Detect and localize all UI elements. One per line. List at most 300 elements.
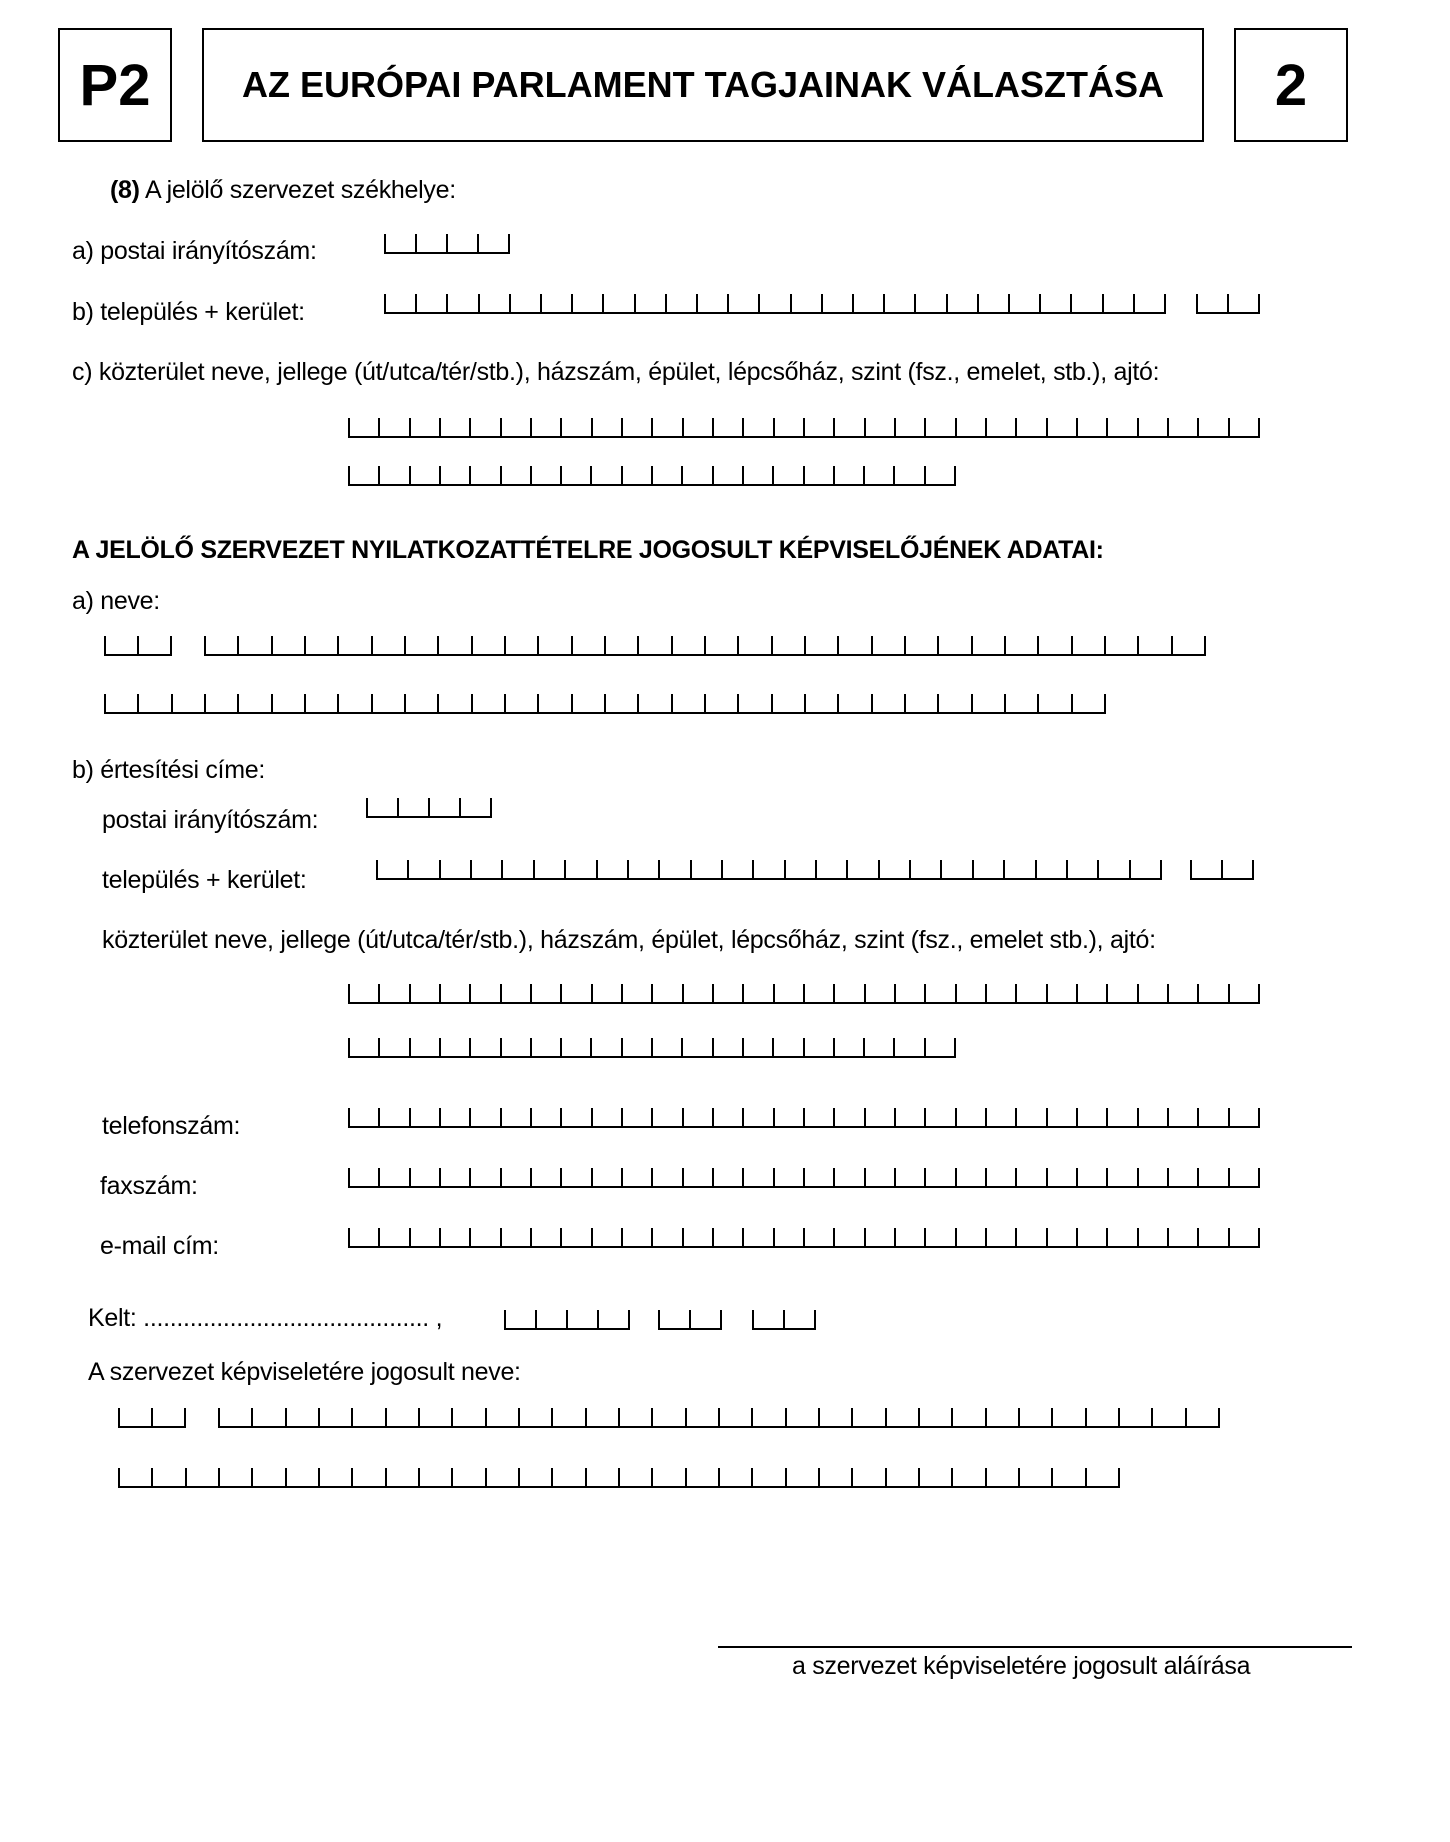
rep-name-label: a) neve: [72, 587, 160, 615]
date-day-field[interactable] [752, 1312, 816, 1330]
cell-divider [751, 1468, 753, 1486]
cell-divider [409, 1168, 411, 1186]
cell-divider [1167, 984, 1169, 1002]
cell-divider [985, 1108, 987, 1126]
cell-divider [604, 694, 606, 712]
cell-divider [1129, 860, 1131, 878]
cell-divider [771, 694, 773, 712]
cell-divider [560, 418, 562, 436]
cell-divider [1167, 1108, 1169, 1126]
cell-divider [590, 1038, 592, 1056]
cell-divider [585, 1408, 587, 1426]
date-month-field[interactable] [658, 1312, 722, 1330]
cell-divider [1106, 1228, 1108, 1246]
cell-divider [864, 1108, 866, 1126]
authorized-name-title-field[interactable] [118, 1410, 186, 1428]
cell-divider [451, 1468, 453, 1486]
cell-divider [682, 1168, 684, 1186]
rep-postal-code-field[interactable] [366, 800, 492, 818]
page-number: 2 [1274, 52, 1308, 118]
form-code-box [58, 28, 172, 142]
cell-divider [803, 984, 805, 1002]
cell-divider [946, 294, 948, 312]
seat-district-field[interactable] [1196, 296, 1260, 314]
cell-divider [758, 294, 760, 312]
cell-divider [1118, 1468, 1120, 1486]
cell-divider [1197, 984, 1199, 1002]
cell-divider [137, 636, 139, 654]
seat-street-field-2[interactable] [348, 468, 956, 486]
authorized-name-field-2[interactable] [118, 1470, 1120, 1488]
cell-divider [1228, 1108, 1230, 1126]
seat-number: (8) [110, 176, 140, 204]
cell-divider [1106, 984, 1108, 1002]
cell-divider [1167, 1228, 1169, 1246]
cell-divider [852, 294, 854, 312]
cell-divider [894, 1168, 896, 1186]
cell-divider [560, 1168, 562, 1186]
cell-divider [846, 860, 848, 878]
cell-divider [924, 1168, 926, 1186]
cell-divider [439, 984, 441, 1002]
cell-divider [621, 466, 623, 484]
cell-divider [348, 1038, 350, 1056]
cell-divider [621, 418, 623, 436]
cell-divider [1137, 984, 1139, 1002]
cell-divider [671, 694, 673, 712]
cell-divider [471, 636, 473, 654]
cell-divider [651, 466, 653, 484]
cell-divider [1228, 418, 1230, 436]
cell-divider [591, 418, 593, 436]
cell-divider [742, 984, 744, 1002]
cell-divider [1037, 694, 1039, 712]
cell-divider [384, 234, 386, 252]
cell-divider [621, 1038, 623, 1056]
cell-divider [1106, 1108, 1108, 1126]
cell-divider [530, 466, 532, 484]
cell-divider [955, 984, 957, 1002]
cell-divider [821, 294, 823, 312]
cell-divider [366, 798, 368, 816]
cell-divider [378, 1108, 380, 1126]
cell-divider [681, 1038, 683, 1056]
cell-divider [940, 860, 942, 878]
cell-divider [537, 694, 539, 712]
cell-divider [658, 860, 660, 878]
cell-divider [1035, 860, 1037, 878]
cell-divider [1137, 1228, 1139, 1246]
cell-divider [451, 1408, 453, 1426]
cell-divider [118, 1408, 120, 1426]
rep-postal-label: postai irányítószám: [102, 806, 319, 834]
cell-divider [285, 1468, 287, 1486]
cell-divider [1151, 1408, 1153, 1426]
date-year-field[interactable] [504, 1312, 630, 1330]
cell-divider [985, 1228, 987, 1246]
cell-divider [977, 294, 979, 312]
cell-divider [651, 1228, 653, 1246]
cell-divider [218, 1408, 220, 1426]
cell-divider [682, 984, 684, 1002]
cell-divider [863, 1038, 865, 1056]
cell-divider [772, 1038, 774, 1056]
cell-divider [727, 294, 729, 312]
cell-divider [803, 1108, 805, 1126]
cell-divider [251, 1408, 253, 1426]
seat-postal-code-field[interactable] [384, 236, 510, 254]
cell-divider [1227, 294, 1229, 312]
cell-divider [304, 636, 306, 654]
cell-divider [690, 860, 692, 878]
cell-divider [418, 1408, 420, 1426]
cell-divider [971, 694, 973, 712]
cell-divider [428, 798, 430, 816]
rep-email-field[interactable] [348, 1230, 1260, 1248]
cell-divider [1070, 294, 1072, 312]
cell-divider [518, 1408, 520, 1426]
cell-divider [530, 1108, 532, 1126]
cell-divider [737, 636, 739, 654]
cell-divider [773, 418, 775, 436]
cell-divider [712, 1038, 714, 1056]
cell-divider [378, 984, 380, 1002]
cell-divider [1197, 1228, 1199, 1246]
cell-divider [909, 860, 911, 878]
cell-divider [1252, 860, 1254, 878]
cell-divider [894, 1108, 896, 1126]
cell-divider [1137, 1168, 1139, 1186]
cell-divider [409, 984, 411, 1002]
cell-divider [1046, 984, 1048, 1002]
cell-divider [712, 984, 714, 1002]
cell-divider [864, 1228, 866, 1246]
cell-divider [851, 1408, 853, 1426]
signature-line[interactable] [718, 1646, 1352, 1648]
cell-divider [500, 418, 502, 436]
cell-divider [1258, 1168, 1260, 1186]
cell-divider [1104, 694, 1106, 712]
cell-divider [803, 1228, 805, 1246]
cell-divider [439, 466, 441, 484]
cell-divider [924, 1038, 926, 1056]
date-label: Kelt: ........................................... , [88, 1304, 443, 1332]
cell-divider [485, 1408, 487, 1426]
rep-district-field[interactable] [1190, 862, 1254, 880]
cell-divider [618, 1408, 620, 1426]
cell-divider [348, 418, 350, 436]
cell-divider [751, 1408, 753, 1426]
cell-divider [1137, 636, 1139, 654]
cell-divider [371, 636, 373, 654]
seat-street-field-1[interactable] [348, 420, 1260, 438]
rep-name-title-field[interactable] [104, 638, 172, 656]
cell-divider [863, 466, 865, 484]
cell-divider [742, 418, 744, 436]
cell-divider [924, 1228, 926, 1246]
cell-divider [924, 984, 926, 1002]
cell-divider [803, 466, 805, 484]
title-box [202, 28, 1204, 142]
cell-divider [924, 418, 926, 436]
cell-divider [439, 1228, 441, 1246]
cell-divider [712, 1108, 714, 1126]
cell-divider [1004, 694, 1006, 712]
cell-divider [1003, 860, 1005, 878]
cell-divider [348, 1108, 350, 1126]
cell-divider [500, 984, 502, 1002]
cell-divider [955, 1168, 957, 1186]
cell-divider [551, 1408, 553, 1426]
cell-divider [439, 860, 441, 878]
page-number-box [1234, 28, 1348, 142]
cell-divider [742, 1038, 744, 1056]
cell-divider [1018, 1468, 1020, 1486]
cell-divider [972, 860, 974, 878]
cell-divider [894, 418, 896, 436]
cell-divider [378, 466, 380, 484]
cell-divider [712, 1228, 714, 1246]
cell-divider [1046, 418, 1048, 436]
cell-divider [204, 694, 206, 712]
cell-divider [814, 1310, 816, 1328]
cell-divider [604, 636, 606, 654]
cell-divider [1085, 1408, 1087, 1426]
rep-email-label: e-mail cím: [100, 1232, 219, 1260]
cell-divider [459, 798, 461, 816]
cell-divider [851, 1468, 853, 1486]
cell-divider [1228, 984, 1230, 1002]
cell-divider [204, 636, 206, 654]
cell-divider [904, 636, 906, 654]
cell-divider [271, 694, 273, 712]
cell-divider [596, 860, 598, 878]
cell-divider [409, 1038, 411, 1056]
cell-divider [885, 1468, 887, 1486]
cell-divider [560, 1228, 562, 1246]
cell-divider [439, 1168, 441, 1186]
cell-divider [937, 636, 939, 654]
cell-divider [471, 694, 473, 712]
cell-divider [591, 1168, 593, 1186]
cell-divider [803, 418, 805, 436]
cell-divider [804, 694, 806, 712]
rep-street-field-2[interactable] [348, 1040, 956, 1058]
cell-divider [384, 294, 386, 312]
cell-divider [712, 466, 714, 484]
cell-divider [469, 984, 471, 1002]
rep-phone-field[interactable] [348, 1110, 1260, 1128]
cell-divider [504, 636, 506, 654]
cell-divider [985, 1408, 987, 1426]
cell-divider [985, 1168, 987, 1186]
cell-divider [833, 1108, 835, 1126]
cell-divider [500, 1038, 502, 1056]
cell-divider [894, 984, 896, 1002]
cell-divider [1258, 1228, 1260, 1246]
cell-divider [951, 1408, 953, 1426]
authorized-name-field-1[interactable] [218, 1410, 1220, 1428]
cell-divider [618, 1468, 620, 1486]
cell-divider [437, 636, 439, 654]
cell-divider [469, 418, 471, 436]
cell-divider [833, 418, 835, 436]
cell-divider [560, 984, 562, 1002]
cell-divider [439, 1038, 441, 1056]
seat-heading-text: A jelölő szervezet székhelye: [144, 176, 456, 204]
cell-divider [818, 1468, 820, 1486]
cell-divider [871, 694, 873, 712]
cell-divider [914, 294, 916, 312]
rep-address-label: b) értesítési címe: [72, 756, 265, 784]
cell-divider [784, 860, 786, 878]
cell-divider [218, 1468, 220, 1486]
page-title: AZ EURÓPAI PARLAMENT TAGJAINAK VÁLASZTÁSA [242, 64, 1164, 105]
cell-divider [893, 1038, 895, 1056]
cell-divider [1051, 1468, 1053, 1486]
cell-divider [627, 860, 629, 878]
cell-divider [628, 1310, 630, 1328]
rep-name-field-1[interactable] [204, 638, 1206, 656]
cell-divider [351, 1408, 353, 1426]
cell-divider [1004, 636, 1006, 654]
rep-settlement-field[interactable] [376, 862, 1162, 880]
cell-divider [171, 694, 173, 712]
cell-divider [864, 1168, 866, 1186]
cell-divider [348, 984, 350, 1002]
cell-divider [803, 1168, 805, 1186]
cell-divider [1164, 294, 1166, 312]
cell-divider [1228, 1168, 1230, 1186]
cell-divider [533, 860, 535, 878]
form-code: P2 [79, 52, 151, 118]
rep-fax-field[interactable] [348, 1170, 1260, 1188]
cell-divider [954, 466, 956, 484]
cell-divider [1046, 1108, 1048, 1126]
cell-divider [1076, 1168, 1078, 1186]
cell-divider [378, 1228, 380, 1246]
authorized-name-label: A szervezet képviseletére jogosult neve: [88, 1358, 521, 1386]
cell-divider [409, 466, 411, 484]
cell-divider [951, 1468, 953, 1486]
cell-divider [1015, 984, 1017, 1002]
rep-street-field-1[interactable] [348, 986, 1260, 1004]
cell-divider [271, 636, 273, 654]
cell-divider [773, 1228, 775, 1246]
cell-divider [718, 1468, 720, 1486]
cell-divider [818, 1408, 820, 1426]
cell-divider [378, 1168, 380, 1186]
cell-divider [1171, 636, 1173, 654]
rep-name-field-2[interactable] [104, 696, 1106, 714]
cell-divider [955, 418, 957, 436]
cell-divider [815, 860, 817, 878]
cell-divider [837, 636, 839, 654]
cell-divider [833, 1228, 835, 1246]
cell-divider [893, 466, 895, 484]
seat-settlement-label: b) település + kerület: [72, 298, 305, 326]
cell-divider [1071, 636, 1073, 654]
cell-divider [1137, 1108, 1139, 1126]
cell-divider [485, 1468, 487, 1486]
cell-divider [864, 418, 866, 436]
cell-divider [894, 1228, 896, 1246]
cell-divider [1018, 1408, 1020, 1426]
cell-divider [585, 1468, 587, 1486]
cell-divider [1197, 1108, 1199, 1126]
cell-divider [918, 1408, 920, 1426]
cell-divider [591, 1108, 593, 1126]
cell-divider [437, 694, 439, 712]
cell-divider [1015, 1108, 1017, 1126]
cell-divider [318, 1408, 320, 1426]
seat-settlement-field[interactable] [384, 296, 1166, 314]
cell-divider [530, 1168, 532, 1186]
cell-divider [1197, 418, 1199, 436]
cell-divider [665, 294, 667, 312]
cell-divider [304, 694, 306, 712]
cell-divider [469, 1108, 471, 1126]
cell-divider [348, 1168, 350, 1186]
cell-divider [104, 636, 106, 654]
cell-divider [560, 1038, 562, 1056]
cell-divider [351, 1468, 353, 1486]
cell-divider [397, 798, 399, 816]
cell-divider [785, 1408, 787, 1426]
cell-divider [803, 1038, 805, 1056]
cell-divider [1071, 694, 1073, 712]
cell-divider [418, 1468, 420, 1486]
cell-divider [170, 636, 172, 654]
cell-divider [500, 466, 502, 484]
cell-divider [651, 1408, 653, 1426]
cell-divider [478, 294, 480, 312]
representative-heading: A JELÖLŐ SZERVEZET NYILATKOZATTÉTELRE JOGOSULT KÉPVISELŐJÉNEK ADATAI: [72, 536, 1104, 564]
cell-divider [682, 1108, 684, 1126]
cell-divider [1258, 984, 1260, 1002]
cell-divider [500, 1168, 502, 1186]
cell-divider [501, 860, 503, 878]
cell-divider [924, 1108, 926, 1126]
cell-divider [509, 294, 511, 312]
cell-divider [1106, 1168, 1108, 1186]
cell-divider [348, 466, 350, 484]
cell-divider [337, 636, 339, 654]
cell-divider [904, 694, 906, 712]
cell-divider [1258, 418, 1260, 436]
cell-divider [469, 1228, 471, 1246]
cell-divider [1221, 860, 1223, 878]
cell-divider [651, 1168, 653, 1186]
signature-label: a szervezet képviseletére jogosult aláírása [792, 1652, 1251, 1680]
cell-divider [371, 694, 373, 712]
cell-divider [985, 418, 987, 436]
cell-divider [671, 636, 673, 654]
cell-divider [571, 694, 573, 712]
cell-divider [185, 1468, 187, 1486]
cell-divider [773, 1168, 775, 1186]
cell-divider [1076, 984, 1078, 1002]
cell-divider [621, 984, 623, 1002]
cell-divider [712, 1168, 714, 1186]
cell-divider [184, 1408, 186, 1426]
cell-divider [878, 860, 880, 878]
cell-divider [1204, 636, 1206, 654]
cell-divider [1085, 1468, 1087, 1486]
cell-divider [571, 294, 573, 312]
cell-divider [621, 1168, 623, 1186]
cell-divider [955, 1228, 957, 1246]
